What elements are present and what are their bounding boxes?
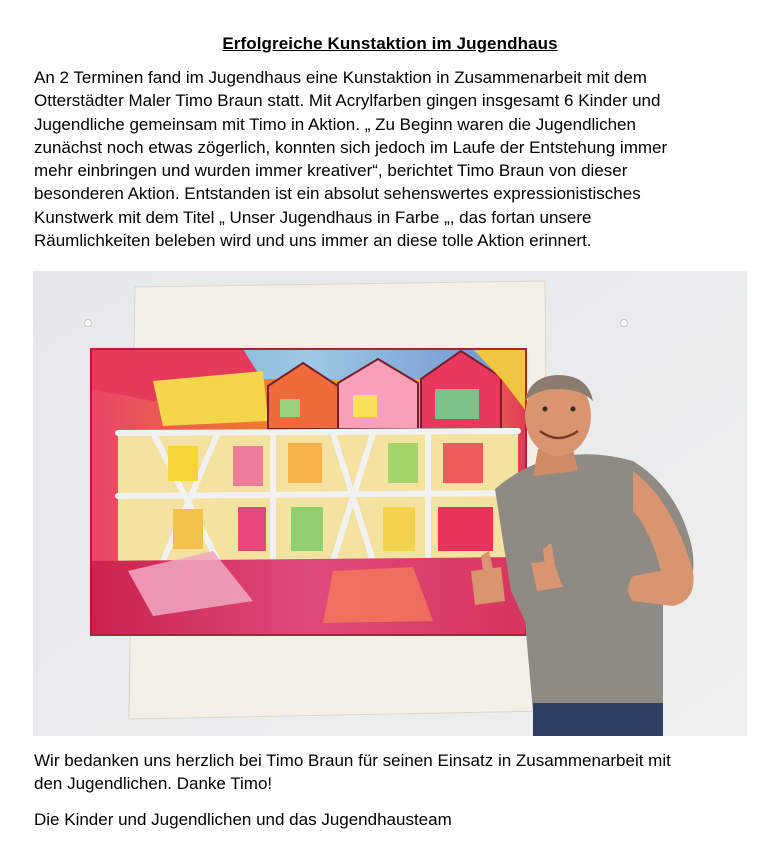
pin	[621, 320, 628, 327]
closing-paragraph	[34, 749, 754, 796]
article-title: Erfolgreiche Kunstaktion im Jugendhaus	[222, 34, 558, 53]
artwork-photo	[33, 271, 747, 736]
painting	[91, 349, 526, 635]
closing-line: den Jugendlichen. Danke Timo!	[34, 774, 273, 794]
signoff: Die Kinder und Jugendlichen und das Jugendhausteam	[34, 810, 452, 829]
intro-line: Räumlichkeiten beleben wird und uns immer an diese tolle Aktion erinnert.	[34, 231, 592, 251]
pin	[85, 320, 92, 327]
intro-line: mehr einbringen und wurden immer kreativer“, berichtet Timo Braun von dieser	[34, 161, 628, 181]
closing-line: Wir bedanken uns herzlich bei Timo Braun für seinen Einsatz in Zusammenarbeit mit	[34, 751, 671, 770]
intro-paragraph	[34, 66, 754, 252]
photo-illustration	[33, 271, 747, 736]
intro-line: besonderen Aktion. Entstanden ist ein absolut sehenswertes expressionistisches	[34, 184, 641, 204]
intro-line: Jugendliche gemeinsam mit Timo in Aktion. „ Zu Beginn waren die Jugendlichen	[34, 114, 636, 134]
intro-line: Kunstwerk mit dem Titel „ Unser Jugendhaus in Farbe „, das fortan unsere	[34, 207, 592, 227]
intro-line: Otterstädter Maler Timo Braun statt. Mit Acrylfarben gingen insgesamt 6 Kinder und	[34, 91, 661, 111]
intro-line: zunächst noch etwas zögerlich, konnten sich jedoch im Laufe der Entstehung immer	[34, 137, 668, 157]
intro-line: An 2 Terminen fand im Jugendhaus eine Kunstaktion in Zusammenarbeit mit dem	[34, 68, 647, 87]
